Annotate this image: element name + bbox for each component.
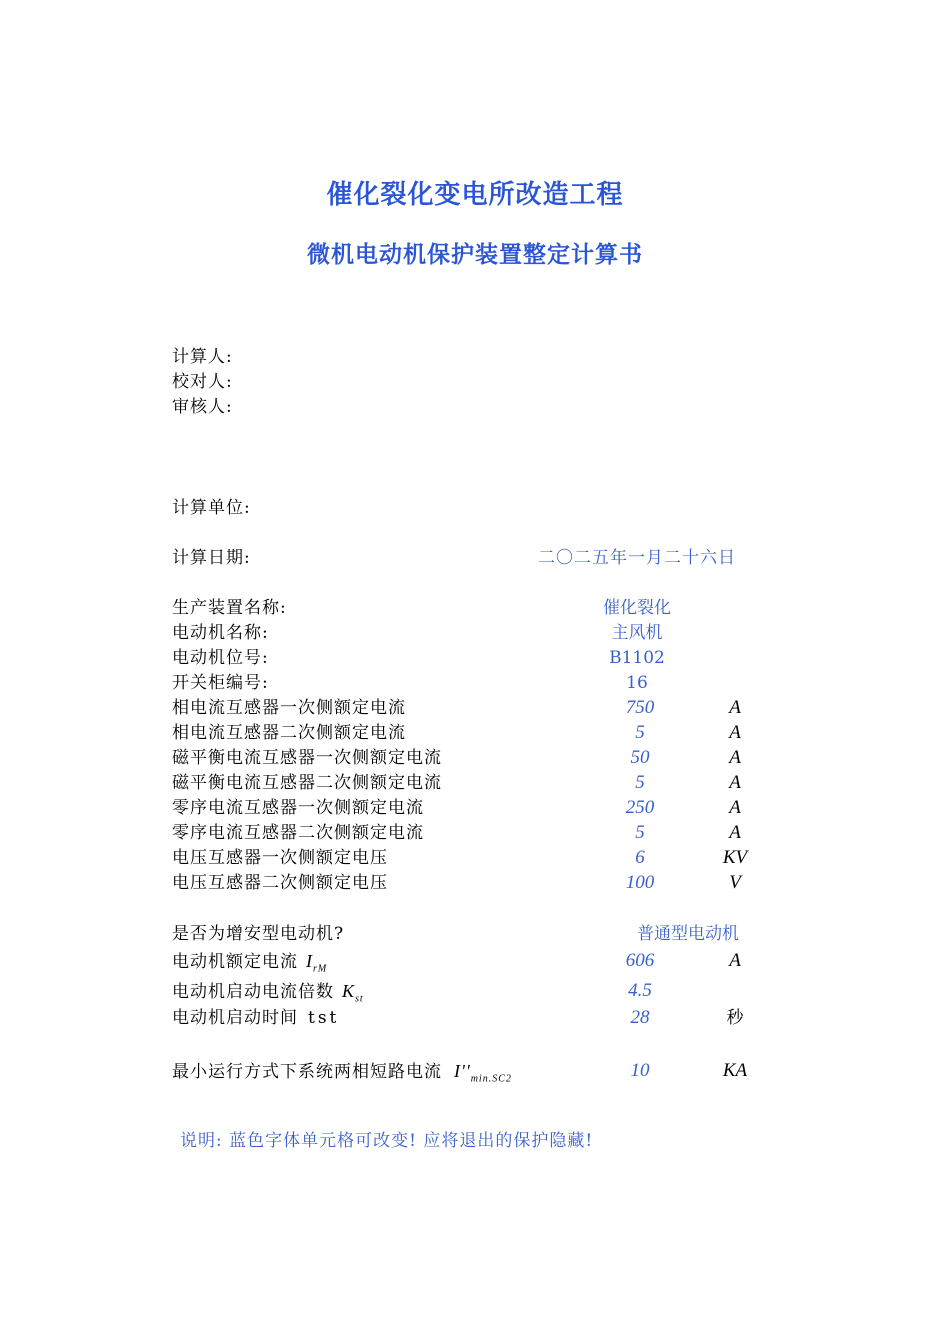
motor-name-label: 电动机名称:	[172, 623, 269, 643]
start-time-label: 电动机启动时间	[172, 1008, 298, 1028]
param-label: 零序电流互感器一次侧额定电流	[172, 798, 424, 818]
param-label: 电压互感器一次侧额定电压	[172, 848, 388, 868]
rated-current-label: 电动机额定电流	[172, 952, 298, 972]
note-text: 说明: 蓝色字体单元格可改变! 应将退出的保护隐藏!	[180, 1131, 594, 1151]
motor-type-label: 是否为增安型电动机?	[172, 924, 345, 944]
document-subtitle: 微机电动机保护装置整定计算书	[307, 242, 643, 268]
rated-current-unit: A	[729, 950, 741, 971]
param-value[interactable]: 250	[625, 797, 655, 818]
date-value[interactable]: 二〇二五年一月二十六日	[538, 548, 736, 568]
start-time-row	[172, 1007, 339, 1029]
param-unit: A	[729, 797, 741, 818]
date-label: 计算日期:	[172, 548, 251, 568]
param-value[interactable]: 5	[635, 772, 645, 793]
param-label: 电压互感器二次侧额定电压	[172, 873, 388, 893]
param-label: 相电流互感器一次侧额定电流	[172, 698, 406, 718]
param-value[interactable]: 750	[625, 697, 655, 718]
start-multiple-label: 电动机启动电流倍数	[172, 982, 334, 1002]
calculator-label: 计算人:	[172, 347, 233, 367]
switchgear-no-value[interactable]: 16	[626, 673, 648, 693]
param-label: 磁平衡电流互感器一次侧额定电流	[172, 748, 442, 768]
param-unit: A	[729, 772, 741, 793]
param-unit: A	[729, 722, 741, 743]
plant-name-value[interactable]: 催化裂化	[603, 598, 671, 618]
plant-name-label: 生产装置名称:	[172, 598, 287, 618]
switchgear-no-label: 开关柜编号:	[172, 673, 269, 693]
start-time-symbol: tst	[308, 1008, 340, 1028]
param-unit: A	[729, 697, 741, 718]
param-unit: KV	[722, 847, 748, 868]
start-time-unit: 秒	[726, 1008, 744, 1028]
start-multiple-row	[172, 980, 364, 1011]
rated-current-value[interactable]: 606	[625, 950, 655, 971]
motor-tag-label: 电动机位号:	[172, 648, 269, 668]
param-value[interactable]: 6	[635, 847, 645, 868]
short-circuit-label: 最小运行方式下系统两相短路电流	[172, 1062, 442, 1082]
checker-label: 校对人:	[172, 372, 233, 392]
param-value[interactable]: 50	[630, 747, 650, 768]
param-unit: A	[729, 747, 741, 768]
rated-current-row	[172, 950, 327, 981]
short-circuit-value[interactable]: 10	[630, 1060, 650, 1081]
param-label: 零序电流互感器二次侧额定电流	[172, 823, 424, 843]
param-unit: V	[729, 872, 741, 893]
start-multiple-symbol: $K_{st}$	[342, 981, 364, 1005]
param-label: 相电流互感器二次侧额定电流	[172, 723, 406, 743]
motor-name-value[interactable]: 主风机	[611, 623, 663, 643]
motor-type-value[interactable]: 普通型电动机	[637, 924, 739, 944]
short-circuit-row	[172, 1060, 512, 1091]
short-circuit-unit: KA	[722, 1060, 748, 1081]
document-title: 催化裂化变电所改造工程	[326, 180, 624, 210]
param-value[interactable]: 5	[635, 722, 645, 743]
rated-current-symbol: $I_{rM}$	[306, 951, 328, 975]
start-multiple-value[interactable]: 4.5	[628, 980, 652, 1001]
unit-label: 计算单位:	[172, 498, 251, 518]
short-circuit-symbol: $I''_{min.SC2}$	[454, 1061, 512, 1085]
param-label: 磁平衡电流互感器二次侧额定电流	[172, 773, 442, 793]
motor-tag-value[interactable]: B1102	[609, 648, 665, 668]
param-unit: A	[729, 822, 741, 843]
param-value[interactable]: 100	[625, 872, 655, 893]
param-value[interactable]: 5	[635, 822, 645, 843]
reviewer-label: 审核人:	[172, 397, 233, 417]
start-time-value[interactable]: 28	[630, 1007, 650, 1028]
